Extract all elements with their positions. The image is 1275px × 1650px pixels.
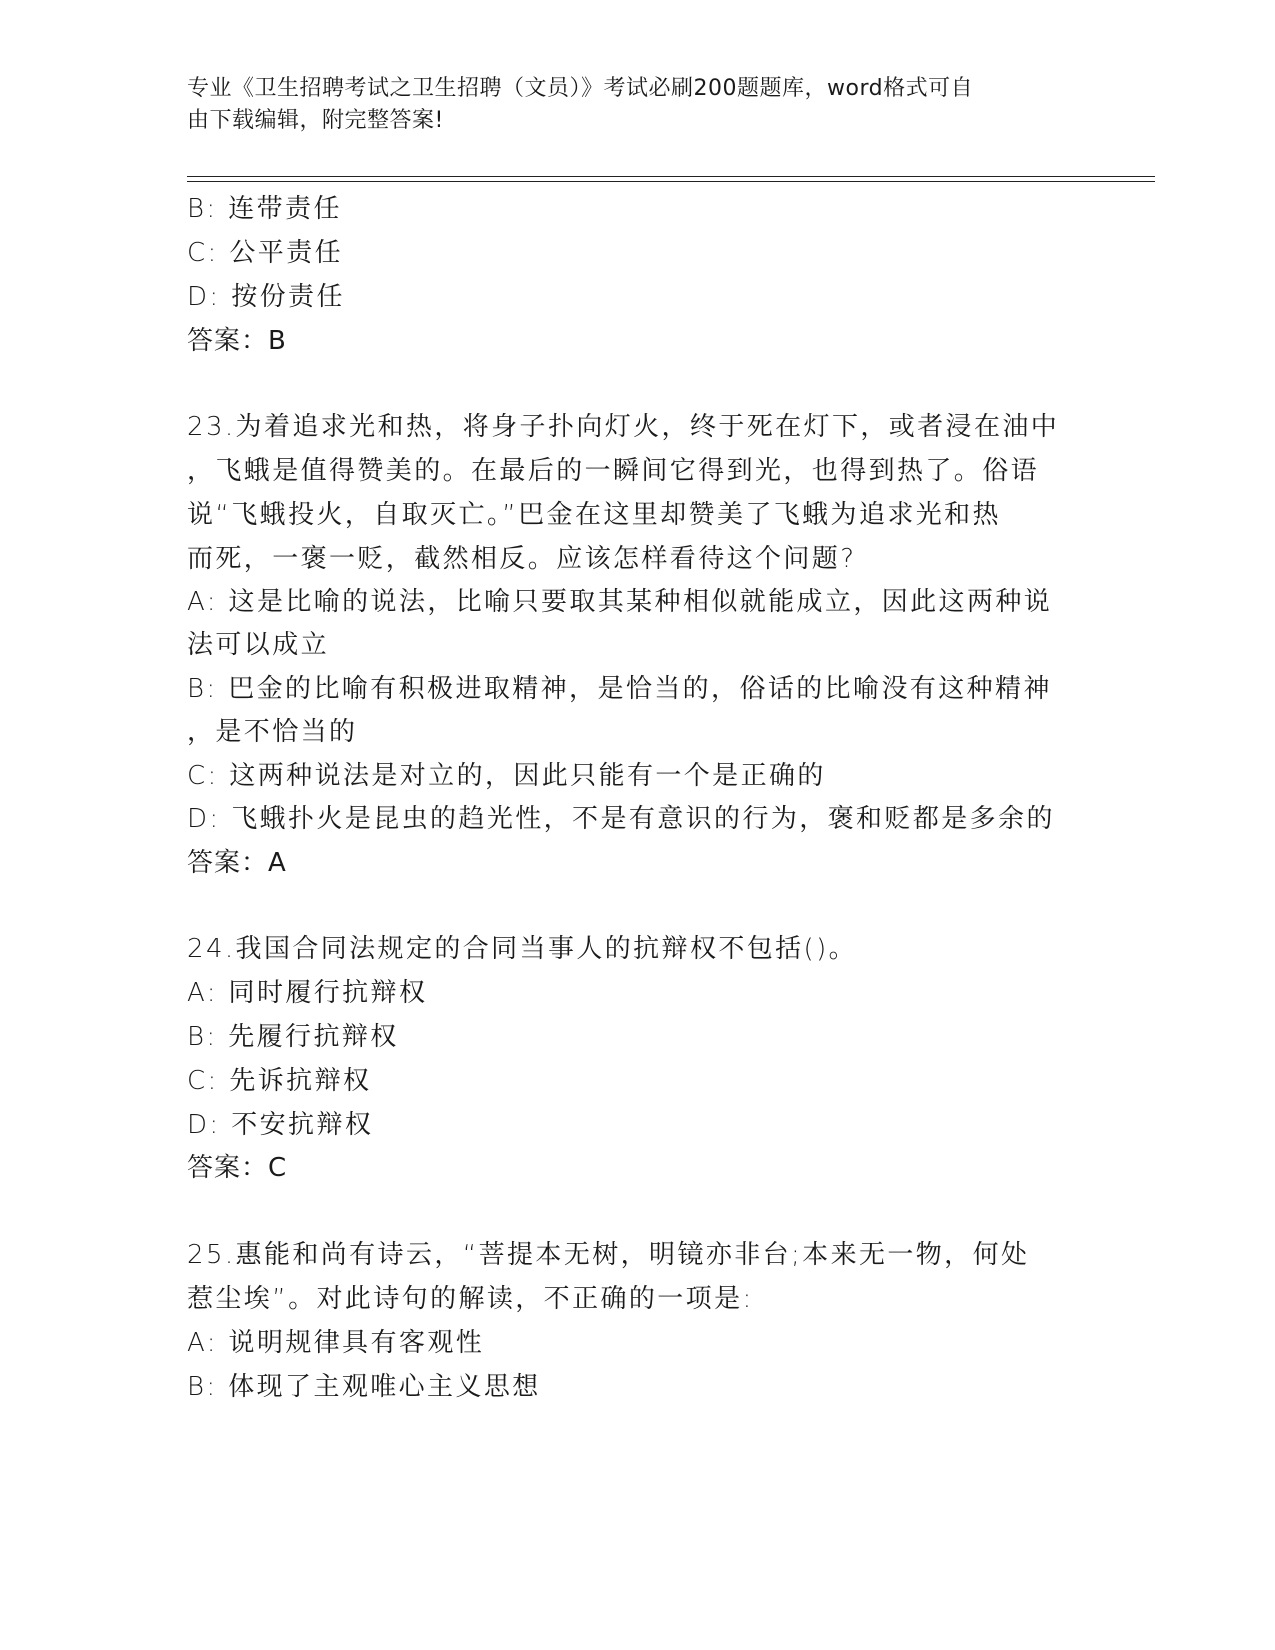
prev-option-b: B: 连带责任 [187, 194, 342, 224]
prev-option-d: D: 按份责任 [187, 282, 345, 312]
q23-answer: 答案：A [187, 848, 287, 878]
q23-option-a-line-2: 法可以成立 [187, 630, 330, 660]
q24-option-b: B: 先履行抗辩权 [187, 1022, 399, 1052]
q23-option-a-line-1: A: 这是比喻的说法，比喻只要取其某种相似就能成立，因此这两种说 [187, 587, 1053, 617]
header-rule-top [187, 176, 1155, 177]
q24-option-c: C: 先诉抗辩权 [187, 1066, 372, 1096]
q23-option-c: C: 这两种说法是对立的，因此只能有一个是正确的 [187, 761, 826, 791]
q24-stem: 24.我国合同法规定的合同当事人的抗辩权不包括()。 [187, 934, 858, 964]
q25-option-b: B: 体现了主观唯心主义思想 [187, 1372, 541, 1402]
prev-option-c: C: 公平责任 [187, 238, 343, 268]
q25-option-a: A: 说明规律具有客观性 [187, 1328, 485, 1358]
header-line-1: 专业《卫生招聘考试之卫生招聘（文员）》考试必刷200题题库，word格式可自 [187, 76, 974, 101]
q23-stem-line-2: ，飞蛾是值得赞美的。在最后的一瞬间它得到光，也得到热了。俗语 [187, 456, 1040, 486]
header-rule-bottom [187, 181, 1155, 182]
q23-stem-line-4: 而死，一褒一贬，截然相反。应该怎样看待这个问题? [187, 544, 857, 574]
q23-option-b-line-2: ，是不恰当的 [187, 717, 358, 747]
header-line-2: 由下载编辑，附完整答案! [187, 108, 444, 133]
q23-stem-line-1: 23.为着追求光和热，将身子扑向灯火，终于死在灯下，或者浸在油中 [187, 412, 1060, 442]
q23-option-d: D: 飞蛾扑火是昆虫的趋光性，不是有意识的行为，褒和贬都是多余的 [187, 804, 1055, 834]
document-header [187, 73, 1067, 137]
q23-option-b-line-1: B: 巴金的比喻有积极进取精神，是恰当的，俗话的比喻没有这种精神 [187, 674, 1052, 704]
q25-stem-line-1: 25.惠能和尚有诗云，“菩提本无树，明镜亦非台;本来无一物，何处 [187, 1240, 1030, 1270]
prev-answer: 答案：B [187, 326, 287, 356]
q24-option-a: A: 同时履行抗辩权 [187, 978, 428, 1008]
q24-answer: 答案：C [187, 1153, 288, 1183]
q23-stem-line-3: 说“飞蛾投火，自取灭亡。”巴金在这里却赞美了飞蛾为追求光和热 [187, 500, 1001, 530]
q25-stem-line-2: 惹尘埃”。对此诗句的解读，不正确的一项是: [187, 1284, 754, 1314]
q24-option-d: D: 不安抗辩权 [187, 1110, 374, 1140]
